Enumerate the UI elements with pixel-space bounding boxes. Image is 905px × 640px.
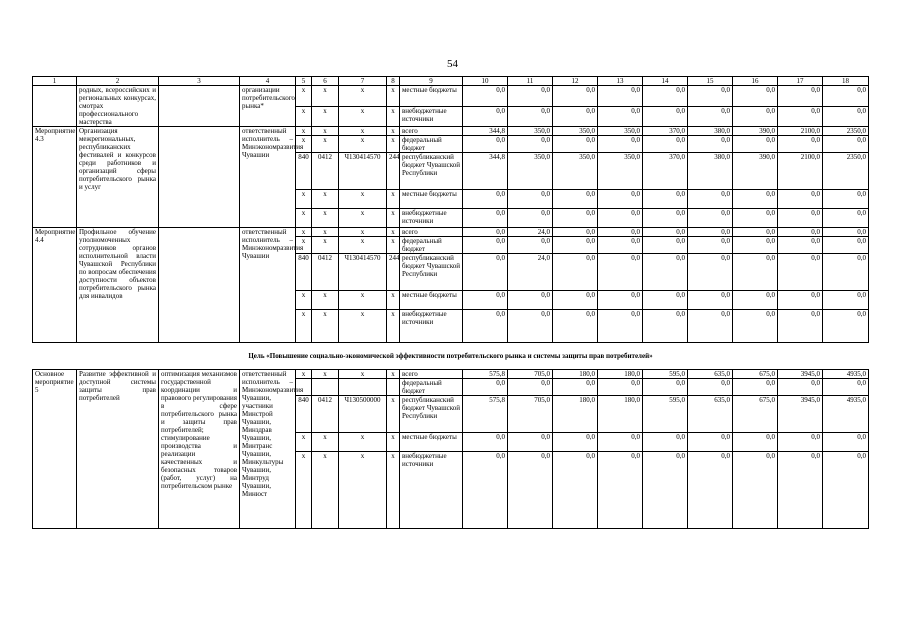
amount-cell: 0,0 xyxy=(508,310,553,343)
grbs-code: x xyxy=(296,136,312,153)
grbs-code: x xyxy=(296,190,312,209)
expected-result xyxy=(159,86,240,127)
activity-name: Профильное обучение уполномоченных сотрудников органов исполнительной власти Чувашской Республики по вопросам обеспечения доступности объектов потребительского рынка для инвалидов xyxy=(77,228,159,343)
amount-cell: 0,0 xyxy=(463,310,508,343)
target-article-code: x xyxy=(339,228,387,237)
amount-cell: 0,0 xyxy=(508,136,553,153)
activity-label: Мероприятие 4.4 xyxy=(33,228,77,343)
table-row xyxy=(33,370,869,379)
amount-cell: 0,0 xyxy=(553,228,598,237)
target-article-code: x xyxy=(339,209,387,228)
amount-cell: 0,0 xyxy=(733,209,778,228)
budget-table xyxy=(32,76,869,529)
expense-type-code: x xyxy=(387,452,400,529)
section-code: x xyxy=(312,228,339,237)
target-article-code: Ч130414570 xyxy=(339,254,387,291)
section-code: x xyxy=(312,190,339,209)
amount-cell: 635,0 xyxy=(688,396,733,433)
activity-name: родных, всероссийских и региональных конкурсах, смотрах профессионального мастерства xyxy=(77,86,159,127)
header-cell: 7 xyxy=(339,77,387,86)
amount-cell: 344,8 xyxy=(463,153,508,190)
funding-source: федеральный бюджет xyxy=(400,237,463,254)
amount-cell: 350,0 xyxy=(553,127,598,136)
funding-source: внебюджетные источники xyxy=(400,310,463,343)
amount-cell: 0,0 xyxy=(733,433,778,452)
amount-cell: 0,0 xyxy=(823,86,869,107)
funding-source: местные бюджеты xyxy=(400,291,463,310)
amount-cell: 0,0 xyxy=(598,291,643,310)
amount-cell: 595,0 xyxy=(643,370,688,379)
header-cell: 12 xyxy=(553,77,598,86)
amount-cell: 0,0 xyxy=(508,379,553,396)
funding-source: внебюджетные источники xyxy=(400,209,463,228)
amount-cell: 0,0 xyxy=(778,106,823,127)
grbs-code: x xyxy=(296,291,312,310)
amount-cell: 0,0 xyxy=(688,106,733,127)
amount-cell: 0,0 xyxy=(553,209,598,228)
amount-cell: 350,0 xyxy=(598,153,643,190)
target-article-code: Ч130500000 xyxy=(339,396,387,433)
amount-cell: 0,0 xyxy=(553,190,598,209)
amount-cell: 0,0 xyxy=(598,209,643,228)
amount-cell: 0,0 xyxy=(598,136,643,153)
executor: ответственный исполнитель – Минэкономразвития Чувашии, участники Минстрой Чувашии, Минздрав Чувашии, Минтранс Чувашии, Минкультуры Чувашии, Минтруд Чувашии, Минюст xyxy=(240,370,296,529)
amount-cell: 0,0 xyxy=(823,433,869,452)
target-article-code: x xyxy=(339,136,387,153)
expense-type-code xyxy=(387,379,400,396)
section-code: x xyxy=(312,433,339,452)
amount-cell: 0,0 xyxy=(463,237,508,254)
amount-cell: 0,0 xyxy=(553,237,598,254)
grbs-code: x xyxy=(296,452,312,529)
amount-cell: 0,0 xyxy=(733,291,778,310)
amount-cell: 0,0 xyxy=(733,86,778,107)
amount-cell: 180,0 xyxy=(598,370,643,379)
funding-source: республиканский бюджет Чувашской Республики xyxy=(400,153,463,190)
target-article-code: x xyxy=(339,106,387,127)
header-cell: 4 xyxy=(240,77,296,86)
funding-source: федеральный бюджет xyxy=(400,379,463,396)
grbs-code: x xyxy=(296,127,312,136)
target-article-code: x xyxy=(339,127,387,136)
amount-cell: 0,0 xyxy=(463,254,508,291)
amount-cell: 0,0 xyxy=(688,254,733,291)
amount-cell: 0,0 xyxy=(463,106,508,127)
header-cell: 9 xyxy=(400,77,463,86)
target-article-code: x xyxy=(339,291,387,310)
amount-cell: 350,0 xyxy=(508,153,553,190)
amount-cell: 0,0 xyxy=(508,86,553,107)
grbs-code: x xyxy=(296,228,312,237)
section-code: x xyxy=(312,237,339,254)
amount-cell: 0,0 xyxy=(688,190,733,209)
amount-cell: 0,0 xyxy=(598,310,643,343)
amount-cell: 0,0 xyxy=(643,379,688,396)
amount-cell: 0,0 xyxy=(598,433,643,452)
amount-cell: 0,0 xyxy=(463,433,508,452)
header-cell: 8 xyxy=(387,77,400,86)
amount-cell: 0,0 xyxy=(508,433,553,452)
section-code: x xyxy=(312,106,339,127)
target-article-code: x xyxy=(339,370,387,379)
amount-cell: 0,0 xyxy=(598,237,643,254)
goal-heading: Цель «Повышение социально-экономической эффективности потребительского рынка и системы защиты прав потребителей» xyxy=(33,343,869,370)
amount-cell: 350,0 xyxy=(553,153,598,190)
amount-cell: 24,0 xyxy=(508,228,553,237)
funding-source: республиканский бюджет Чувашской Республики xyxy=(400,396,463,433)
amount-cell: 0,0 xyxy=(688,86,733,107)
amount-cell: 24,0 xyxy=(508,254,553,291)
grbs-code: x xyxy=(296,106,312,127)
header-cell: 14 xyxy=(643,77,688,86)
section-code: x xyxy=(312,370,339,379)
amount-cell: 0,0 xyxy=(598,106,643,127)
amount-cell: 0,0 xyxy=(733,136,778,153)
amount-cell: 390,0 xyxy=(733,127,778,136)
expense-type-code: x xyxy=(387,86,400,107)
amount-cell: 0,0 xyxy=(733,228,778,237)
amount-cell: 380,0 xyxy=(688,153,733,190)
amount-cell: 0,0 xyxy=(553,310,598,343)
amount-cell: 0,0 xyxy=(823,106,869,127)
amount-cell: 0,0 xyxy=(778,379,823,396)
table-row xyxy=(33,228,869,237)
expense-type-code: x xyxy=(387,127,400,136)
expected-result: оптимизация механизмов государственной координации и правового регулирования в сфере потребительского рынка и защиты прав потребителей; стимулирование производства и реализации качественных и безопасных товаров (работ, услуг) на потребительском рынке xyxy=(159,370,240,529)
amount-cell: 0,0 xyxy=(688,310,733,343)
amount-cell: 0,0 xyxy=(553,106,598,127)
amount-cell: 0,0 xyxy=(688,209,733,228)
expense-type-code: 244 xyxy=(387,254,400,291)
section-code: x xyxy=(312,452,339,529)
amount-cell: 2350,0 xyxy=(823,153,869,190)
amount-cell: 0,0 xyxy=(778,136,823,153)
amount-cell: 0,0 xyxy=(553,86,598,107)
amount-cell: 0,0 xyxy=(598,228,643,237)
amount-cell: 3945,0 xyxy=(778,396,823,433)
amount-cell: 0,0 xyxy=(643,254,688,291)
amount-cell: 2350,0 xyxy=(823,127,869,136)
section-code: x xyxy=(312,86,339,107)
amount-cell: 0,0 xyxy=(778,237,823,254)
expense-type-code: x xyxy=(387,136,400,153)
amount-cell: 0,0 xyxy=(643,209,688,228)
amount-cell: 0,0 xyxy=(553,136,598,153)
amount-cell: 370,0 xyxy=(643,127,688,136)
header-cell: 3 xyxy=(159,77,240,86)
amount-cell: 0,0 xyxy=(643,136,688,153)
goal-row xyxy=(33,343,869,370)
amount-cell: 675,0 xyxy=(733,396,778,433)
section-code: x xyxy=(312,310,339,343)
header-row xyxy=(33,77,869,86)
target-article-code: x xyxy=(339,310,387,343)
amount-cell: 0,0 xyxy=(463,209,508,228)
header-cell: 1 xyxy=(33,77,77,86)
grbs-code: x xyxy=(296,433,312,452)
amount-cell: 0,0 xyxy=(778,86,823,107)
amount-cell: 0,0 xyxy=(463,136,508,153)
amount-cell: 0,0 xyxy=(508,237,553,254)
section-code xyxy=(312,379,339,396)
amount-cell: 0,0 xyxy=(598,86,643,107)
target-article-code: x xyxy=(339,86,387,107)
header-cell: 2 xyxy=(77,77,159,86)
amount-cell: 2100,0 xyxy=(778,153,823,190)
section-code: 0412 xyxy=(312,153,339,190)
header-cell: 11 xyxy=(508,77,553,86)
amount-cell: 0,0 xyxy=(463,379,508,396)
funding-source: местные бюджеты xyxy=(400,190,463,209)
amount-cell: 0,0 xyxy=(688,291,733,310)
target-article-code: x xyxy=(339,237,387,254)
amount-cell: 0,0 xyxy=(823,136,869,153)
grbs-code: 840 xyxy=(296,396,312,433)
amount-cell: 0,0 xyxy=(778,452,823,529)
grbs-code: x xyxy=(296,370,312,379)
target-article-code: Ч130414570 xyxy=(339,153,387,190)
amount-cell: 0,0 xyxy=(463,190,508,209)
expected-result xyxy=(159,127,240,228)
grbs-code: x xyxy=(296,86,312,107)
amount-cell: 0,0 xyxy=(733,254,778,291)
amount-cell: 0,0 xyxy=(823,254,869,291)
header-cell: 17 xyxy=(778,77,823,86)
target-article-code: x xyxy=(339,433,387,452)
expense-type-code: x xyxy=(387,190,400,209)
expense-type-code: x xyxy=(387,433,400,452)
amount-cell: 635,0 xyxy=(688,370,733,379)
expense-type-code: x xyxy=(387,291,400,310)
expense-type-code: x xyxy=(387,310,400,343)
amount-cell: 180,0 xyxy=(553,396,598,433)
funding-source: местные бюджеты xyxy=(400,433,463,452)
amount-cell: 344,8 xyxy=(463,127,508,136)
amount-cell: 675,0 xyxy=(733,370,778,379)
activity-label: Мероприятие 4.3 xyxy=(33,127,77,228)
section-code: x xyxy=(312,136,339,153)
amount-cell: 0,0 xyxy=(778,291,823,310)
amount-cell: 0,0 xyxy=(463,452,508,529)
amount-cell: 0,0 xyxy=(688,237,733,254)
amount-cell: 350,0 xyxy=(598,127,643,136)
header-cell: 18 xyxy=(823,77,869,86)
section-code: x xyxy=(312,209,339,228)
header-cell: 13 xyxy=(598,77,643,86)
activity-label: Основное мероприятие 5 xyxy=(33,370,77,529)
amount-cell: 0,0 xyxy=(823,291,869,310)
amount-cell: 0,0 xyxy=(463,228,508,237)
amount-cell: 0,0 xyxy=(508,190,553,209)
amount-cell: 370,0 xyxy=(643,153,688,190)
amount-cell: 0,0 xyxy=(463,86,508,107)
amount-cell: 180,0 xyxy=(553,370,598,379)
amount-cell: 0,0 xyxy=(643,452,688,529)
amount-cell: 0,0 xyxy=(598,452,643,529)
amount-cell: 0,0 xyxy=(598,254,643,291)
amount-cell: 380,0 xyxy=(688,127,733,136)
grbs-code: x xyxy=(296,237,312,254)
amount-cell: 705,0 xyxy=(508,396,553,433)
funding-source: всего xyxy=(400,228,463,237)
section-code: 0412 xyxy=(312,396,339,433)
amount-cell: 0,0 xyxy=(643,190,688,209)
amount-cell: 0,0 xyxy=(643,433,688,452)
amount-cell: 0,0 xyxy=(643,291,688,310)
activity-label xyxy=(33,86,77,127)
header-cell: 10 xyxy=(463,77,508,86)
amount-cell: 595,0 xyxy=(643,396,688,433)
amount-cell: 575,8 xyxy=(463,396,508,433)
expense-type-code: 244 xyxy=(387,153,400,190)
amount-cell: 2100,0 xyxy=(778,127,823,136)
target-article-code xyxy=(339,379,387,396)
funding-source: внебюджетные источники xyxy=(400,106,463,127)
amount-cell: 705,0 xyxy=(508,370,553,379)
amount-cell: 0,0 xyxy=(823,237,869,254)
amount-cell: 0,0 xyxy=(553,379,598,396)
amount-cell: 0,0 xyxy=(688,228,733,237)
amount-cell: 0,0 xyxy=(643,86,688,107)
header-cell: 6 xyxy=(312,77,339,86)
table-row xyxy=(33,127,869,136)
expense-type-code: x xyxy=(387,106,400,127)
amount-cell: 0,0 xyxy=(688,433,733,452)
amount-cell: 0,0 xyxy=(463,291,508,310)
expense-type-code: x xyxy=(387,396,400,433)
funding-source: внебюджетные источники xyxy=(400,452,463,529)
amount-cell: 0,0 xyxy=(508,452,553,529)
grbs-code: x xyxy=(296,310,312,343)
amount-cell: 0,0 xyxy=(553,291,598,310)
expense-type-code: x xyxy=(387,228,400,237)
amount-cell: 0,0 xyxy=(778,310,823,343)
header-cell: 16 xyxy=(733,77,778,86)
activity-name: Развитие эффективной и доступной системы защиты прав потребителей xyxy=(77,370,159,529)
expense-type-code: x xyxy=(387,370,400,379)
amount-cell: 0,0 xyxy=(733,106,778,127)
amount-cell: 0,0 xyxy=(598,379,643,396)
amount-cell: 0,0 xyxy=(508,106,553,127)
expense-type-code: x xyxy=(387,237,400,254)
funding-source: всего xyxy=(400,370,463,379)
executor: ответственный исполнитель – Минэкономразвития Чувашии xyxy=(240,127,296,228)
amount-cell: 0,0 xyxy=(733,237,778,254)
grbs-code: x xyxy=(296,209,312,228)
amount-cell: 0,0 xyxy=(643,237,688,254)
amount-cell: 0,0 xyxy=(823,452,869,529)
funding-source: всего xyxy=(400,127,463,136)
amount-cell: 4935,0 xyxy=(823,396,869,433)
header-cell: 5 xyxy=(296,77,312,86)
expected-result xyxy=(159,228,240,343)
target-article-code: x xyxy=(339,190,387,209)
amount-cell: 0,0 xyxy=(643,228,688,237)
amount-cell: 0,0 xyxy=(778,190,823,209)
amount-cell: 0,0 xyxy=(778,254,823,291)
amount-cell: 0,0 xyxy=(508,209,553,228)
funding-source: местные бюджеты xyxy=(400,86,463,107)
amount-cell: 0,0 xyxy=(733,452,778,529)
section-code: x xyxy=(312,127,339,136)
amount-cell: 0,0 xyxy=(823,379,869,396)
amount-cell: 0,0 xyxy=(598,190,643,209)
amount-cell: 0,0 xyxy=(823,209,869,228)
target-article-code: x xyxy=(339,452,387,529)
amount-cell: 0,0 xyxy=(688,452,733,529)
grbs-code: 840 xyxy=(296,254,312,291)
amount-cell: 0,0 xyxy=(553,452,598,529)
amount-cell: 0,0 xyxy=(553,433,598,452)
table-row xyxy=(33,86,869,107)
amount-cell: 0,0 xyxy=(508,291,553,310)
amount-cell: 0,0 xyxy=(823,310,869,343)
section-code: 0412 xyxy=(312,254,339,291)
section-code: x xyxy=(312,291,339,310)
amount-cell: 0,0 xyxy=(823,228,869,237)
amount-cell: 0,0 xyxy=(778,433,823,452)
page-number: 54 xyxy=(447,58,458,70)
amount-cell: 0,0 xyxy=(643,310,688,343)
funding-source: республиканский бюджет Чувашской Республики xyxy=(400,254,463,291)
executor: организации потребительского рынка* xyxy=(240,86,296,127)
amount-cell: 4935,0 xyxy=(823,370,869,379)
amount-cell: 350,0 xyxy=(508,127,553,136)
amount-cell: 0,0 xyxy=(733,379,778,396)
funding-source: федеральный бюджет xyxy=(400,136,463,153)
executor: ответственный исполнитель – Минэкономразвития Чувашии xyxy=(240,228,296,343)
amount-cell: 3945,0 xyxy=(778,370,823,379)
header-cell: 15 xyxy=(688,77,733,86)
amount-cell: 0,0 xyxy=(688,379,733,396)
amount-cell: 0,0 xyxy=(823,190,869,209)
activity-name: Организация межрегиональных, республиканских фестивалей и конкурсов среди работников и организаций сферы потребительского рынка и услуг xyxy=(77,127,159,228)
amount-cell: 0,0 xyxy=(778,209,823,228)
amount-cell: 0,0 xyxy=(778,228,823,237)
expense-type-code: x xyxy=(387,209,400,228)
grbs-code: 840 xyxy=(296,153,312,190)
amount-cell: 390,0 xyxy=(733,153,778,190)
amount-cell: 0,0 xyxy=(553,254,598,291)
amount-cell: 0,0 xyxy=(733,190,778,209)
amount-cell: 0,0 xyxy=(643,106,688,127)
amount-cell: 575,8 xyxy=(463,370,508,379)
amount-cell: 0,0 xyxy=(733,310,778,343)
amount-cell: 0,0 xyxy=(688,136,733,153)
amount-cell: 180,0 xyxy=(598,396,643,433)
